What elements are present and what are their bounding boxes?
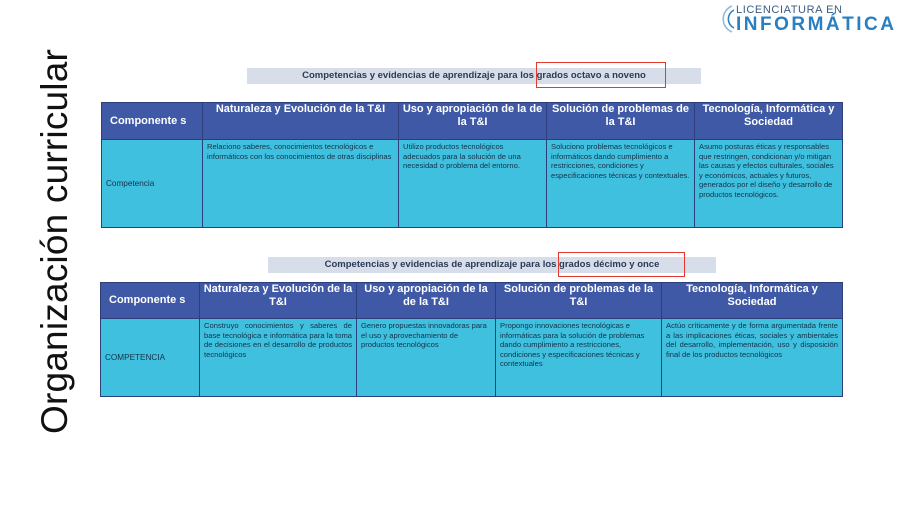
highlight-box-grades-10-11 [558, 252, 685, 277]
slide-title: Organización curricular [34, 48, 75, 434]
header-solucion: Solución de problemas de la T&I [496, 283, 662, 319]
cell-naturaleza: Relaciono saberes, conocimientos tecnológicos e informáticos con los conocimientos de otras disciplinas [203, 140, 399, 228]
cell-naturaleza: Construyo conocimientos y saberes de base tecnológica e informática para la toma de decisiones en el desarrollo de productos tecnológicos [200, 319, 357, 397]
header-componentes: Componente s [101, 283, 200, 319]
cell-sociedad: Actúo críticamente y de forma argumentada frente a las implicaciones éticas, sociales y ambientales del desarrollo, implementación, uso y disposición final de los productos tecnológicos [662, 319, 843, 397]
header-sociedad: Tecnología, Informática y Sociedad [662, 283, 843, 319]
row-label: Competencia [102, 140, 203, 228]
header-sociedad: Tecnología, Informática y Sociedad [695, 103, 843, 140]
cell-solucion: Soluciono problemas tecnológicos e informáticos dando cumplimiento a restricciones, condiciones y especificaciones técnicas y contextuales. [547, 140, 695, 228]
header-componentes: Componente s [102, 103, 203, 140]
logo-arcs-icon [714, 4, 736, 34]
competencies-table-8-9 [101, 102, 843, 228]
highlight-box-grades-8-9 [536, 62, 666, 88]
program-logo [714, 2, 898, 36]
competencies-table-10-11 [100, 282, 843, 397]
header-uso: Uso y apropiación de la de la T&I [399, 103, 547, 140]
cell-uso: Genero propuestas innovadoras para el uso y aprovechamiento de productos tecnológicos [357, 319, 496, 397]
section1-banner: Competencias y evidencias de aprendizaje para los grados octavo a noveno [247, 68, 701, 84]
header-naturaleza: Naturaleza y Evolución de la T&I [203, 103, 399, 140]
logo-line2: INFORMÁTICA [736, 14, 897, 35]
table-row [102, 140, 843, 228]
cell-solucion: Propongo innovaciones tecnológicas e informáticas para la solución de problemas dando cumplimiento a restricciones, condiciones y especificaciones técnicas y contextuales [496, 319, 662, 397]
cell-sociedad: Asumo posturas éticas y responsables que restringen, condicionan y/o mitigan las causas y efectos culturales, sociales y económicos, actuales y futuros, generados por el diseño y desarrollo de productos tecnológicos. [695, 140, 843, 228]
table-row [101, 319, 843, 397]
header-solucion: Solución de problemas de la T&I [547, 103, 695, 140]
header-uso: Uso y apropiación de la de la T&I [357, 283, 496, 319]
cell-uso: Utilizo productos tecnológicos adecuados para la solución de una necesidad o problema del entorno. [399, 140, 547, 228]
row-label: COMPETENCIA [101, 319, 200, 397]
logo-line1: LICENCIATURA EN [736, 4, 843, 16]
section2-banner: Competencias y evidencias de aprendizaje para los grados décimo y once [268, 257, 716, 273]
header-naturaleza: Naturaleza y Evolución de la T&I [200, 283, 357, 319]
